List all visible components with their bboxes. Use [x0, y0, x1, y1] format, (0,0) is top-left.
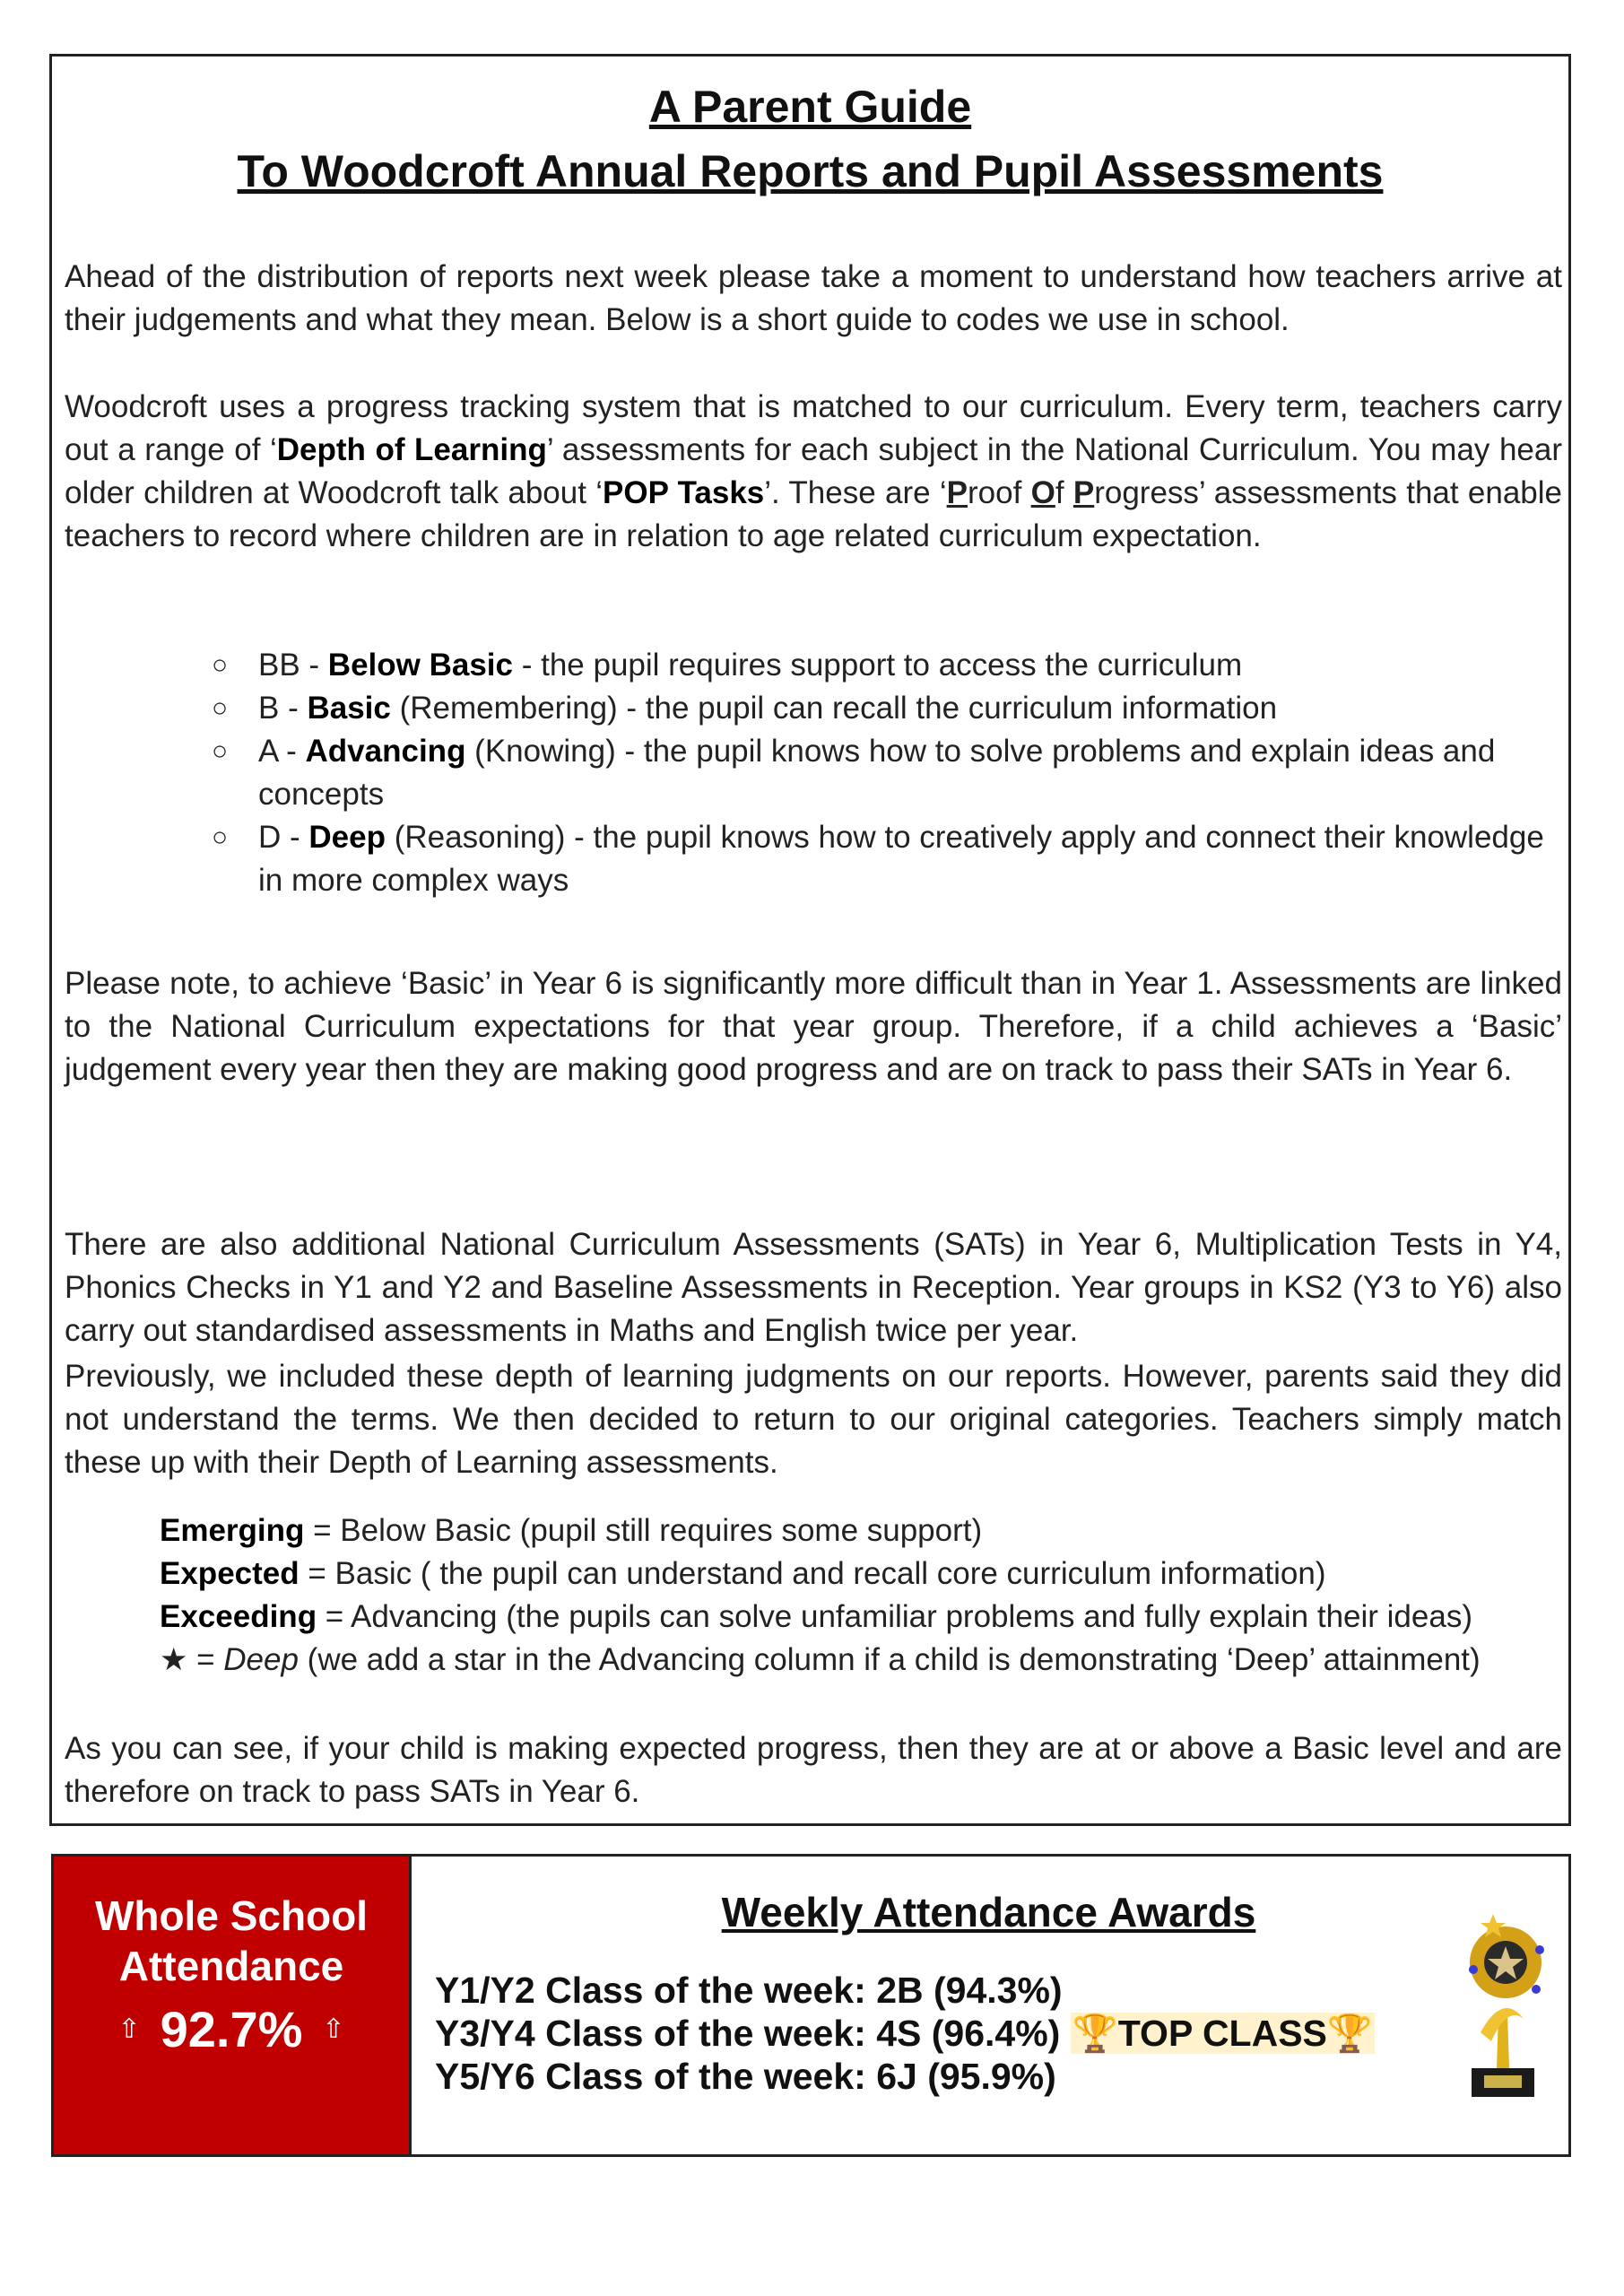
trophy-gem — [1532, 1985, 1541, 1994]
level-name: Deep — [308, 820, 386, 855]
level-name: Below Basic — [327, 648, 513, 683]
level-item — [212, 730, 1550, 816]
level-code: D - — [258, 820, 309, 855]
winner-item — [435, 1969, 1375, 2012]
level-name: Basic — [307, 691, 391, 726]
attendance-value-row — [54, 2000, 409, 2058]
top-class-badge: 🏆TOP CLASS🏆 — [1072, 2013, 1373, 2054]
up-arrow-icon: ⇧ — [117, 2014, 141, 2044]
winner-text: Y5/Y6 Class of the week: 6J (95.9%) — [435, 2056, 1056, 2097]
term-label: Exceeding — [160, 1599, 317, 1634]
term-item — [160, 1596, 1568, 1639]
level-detail: - the pupil requires support to access the curriculum — [513, 648, 1243, 683]
level-item — [212, 644, 1550, 687]
level-detail: (Knowing) - the pupil knows how to solve problems and explain ideas and concepts — [258, 734, 1496, 812]
pop-tasks-term: POP Tasks — [603, 475, 765, 510]
level-code: A - — [258, 734, 306, 769]
trophy-gem — [1535, 1945, 1544, 1954]
circle-bullet-icon: ○ — [212, 736, 229, 766]
term-item — [160, 1509, 1568, 1552]
tracking-text-6: rogress’ assessments that enable teachers to record where children are in relation to age related curriculum expectation. — [65, 475, 1562, 553]
tracking-text-5: f — [1055, 475, 1073, 510]
depth-of-learning-term: Depth of Learning — [276, 432, 547, 467]
term-text: = Below Basic (pupil still requires some support) — [304, 1513, 983, 1548]
term-text: = Basic ( the pupil can understand and recall core curriculum information) — [299, 1556, 1326, 1591]
trophy-plaque — [1484, 2075, 1522, 2088]
circle-bullet-icon: ○ — [212, 650, 229, 680]
tracking-text-3: ’. These are ‘ — [764, 475, 947, 510]
intro-paragraph: Ahead of the distribution of reports next week please take a moment to understand how teachers arrive at their judgements and what they mean. Below is a short guide to codes we use in school. — [65, 259, 1562, 337]
tracking-text-1: Woodcroft uses a progress tracking system that is matched to our curriculum. Every term, teachers carry out a range of ‘ — [65, 389, 1562, 467]
whole-school-attendance-panel — [54, 1857, 412, 2154]
level-code: B - — [258, 691, 308, 726]
sats-paragraph: There are also additional National Curriculum Assessments (SATs) in Year 6, Multiplication Tests in Y4, Phonics Checks in Y1 and Y2 and Baseline Assessments in Reception. Year groups in KS2 (Y3 to Y6) also carry out standardised assessments in Maths and English twice per year. — [65, 1227, 1562, 1348]
term-text: = Advancing (the pupils can solve unfamiliar problems and fully explain their ideas) — [317, 1599, 1472, 1634]
term-label: Emerging — [160, 1513, 305, 1548]
term-equals: = — [187, 1642, 224, 1677]
attendance-value: 92.7% — [160, 2001, 303, 2057]
assessment-levels-list — [212, 644, 1550, 902]
term-text: (we add a star in the Advancing column if a child is demonstrating ‘Deep’ attainment) — [298, 1642, 1481, 1677]
class-winners-list — [435, 1969, 1375, 2098]
tracking-paragraph — [65, 386, 1562, 558]
report-terms-list — [160, 1509, 1568, 1682]
level-detail: (Remembering) - the pupil can recall the curriculum information — [390, 691, 1278, 726]
guide-title-line-2: To Woodcroft Annual Reports and Pupil Assessments — [237, 146, 1384, 196]
initial-p-2: P — [1073, 475, 1095, 510]
awards-heading: Weekly Attendance Awards — [721, 1889, 1256, 1935]
star-icon: ★ — [160, 1642, 188, 1677]
trophy-gem — [1469, 1965, 1478, 1974]
winner-text: Y1/Y2 Class of the week: 2B (94.3%) — [435, 1970, 1063, 2011]
guide-title-line-1: A Parent Guide — [648, 82, 972, 132]
up-arrow-icon: ⇧ — [322, 2014, 345, 2044]
parent-guide-panel — [49, 54, 1571, 1826]
conclusion-paragraph: As you can see, if your child is making expected progress, then they are at or above a Basic level and are therefore on track to pass SATs in Year 6. — [65, 1731, 1562, 1809]
level-code: BB - — [258, 648, 328, 683]
level-detail: (Reasoning) - the pupil knows how to creatively apply and connect their knowledge in more complex ways — [258, 820, 1544, 898]
term-label: Deep — [223, 1642, 299, 1677]
term-label: Expected — [160, 1556, 300, 1591]
winner-item — [435, 2012, 1375, 2055]
circle-bullet-icon: ○ — [212, 822, 229, 852]
tracking-text-2: ’ assessments for each subject in the National Curriculum. You may hear older children at Woodcroft talk about ‘ — [65, 432, 1563, 510]
level-name: Advancing — [305, 734, 466, 769]
attendance-title: Whole School Attendance — [94, 1892, 369, 1989]
winner-text: Y3/Y4 Class of the week: 4S (96.4%) — [435, 2013, 1071, 2054]
term-item — [160, 1639, 1568, 1682]
circle-bullet-icon: ○ — [212, 693, 229, 723]
level-item — [212, 816, 1550, 902]
initial-o: O — [1030, 475, 1055, 510]
winner-item — [435, 2055, 1375, 2098]
level-item — [212, 687, 1550, 730]
previously-paragraph: Previously, we included these depth of learning judgments on our reports. However, parents said they did not understand the terms. We then decided to return to our original categories. Teachers simply match these up with their Depth of Learning assessments. — [65, 1359, 1562, 1480]
trophy-icon — [1454, 1907, 1552, 2104]
term-item — [160, 1552, 1568, 1596]
attendance-awards-panel — [51, 1854, 1571, 2157]
tracking-text-4: roof — [968, 475, 1031, 510]
initial-p: P — [946, 475, 968, 510]
note-paragraph: Please note, to achieve ‘Basic’ in Year 6 is significantly more difficult than in Year 1. Assessments are linked to the National Curriculum expectations for that year group. Therefore, if a child achieves a ‘Basic’ judgement every year then they are making good progress and are on track to pass their SATs in Year 6. — [65, 966, 1562, 1087]
